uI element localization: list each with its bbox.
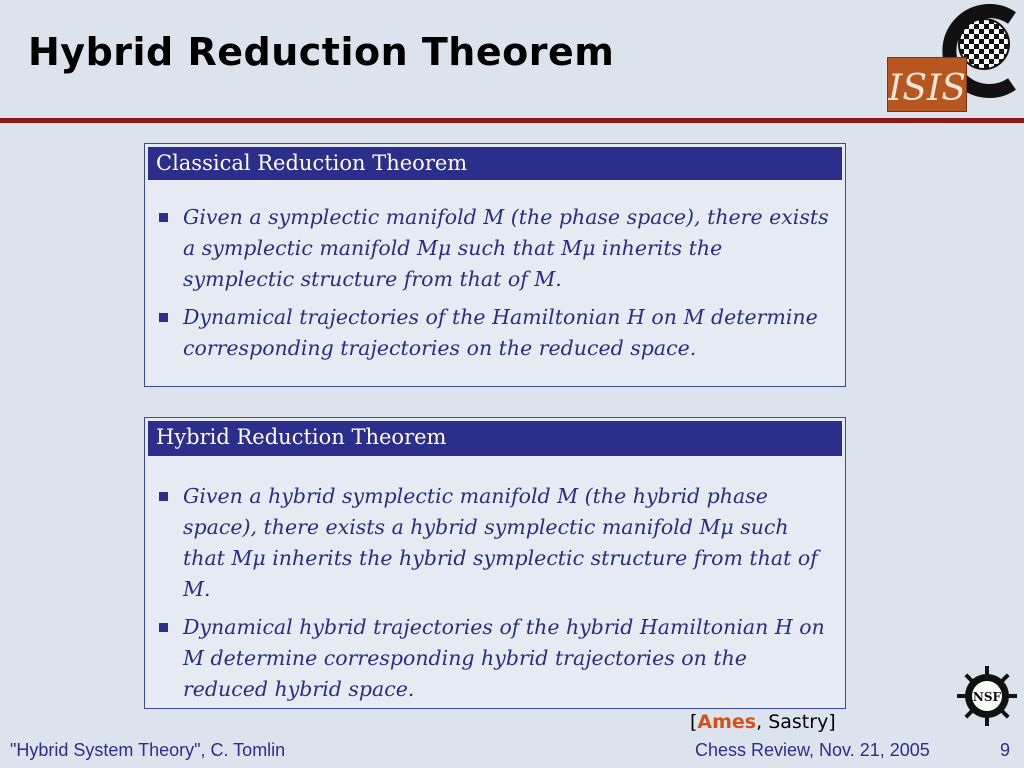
- hybrid-theorem-heading: Hybrid Reduction Theorem: [148, 421, 842, 456]
- bullet-icon: [159, 313, 168, 322]
- list-item: Given a symplectic manifold M (the phase space), there exists a symplectic manifold Mμ such that Mμ inherits the symplectic structure from that of M.: [183, 202, 837, 295]
- bullet-icon: [159, 492, 168, 501]
- citation: [Ames, Sastry]: [690, 711, 836, 733]
- list-item: Dynamical hybrid trajectories of the hybrid Hamiltonian H on M determine corresponding hybrid trajectories on the reduced hybrid space.: [183, 612, 837, 705]
- citation-highlight: Ames: [697, 711, 757, 733]
- bullet-icon: [159, 623, 168, 632]
- footer-center: Chess Review, Nov. 21, 2005: [695, 740, 930, 760]
- classical-theorem-heading: Classical Reduction Theorem: [148, 147, 842, 180]
- slide-title: Hybrid Reduction Theorem: [28, 30, 615, 74]
- classical-theorem-box: [144, 143, 846, 387]
- list-item: Given a hybrid symplectic manifold M (the hybrid phase space), there exists a hybrid symplectic manifold Mμ such that Mμ inherits the hybrid symplectic structure from that of M.: [183, 481, 837, 605]
- page-number: 9: [1000, 740, 1011, 760]
- hybrid-theorem-box: [144, 417, 846, 709]
- isis-logo-text: ISIS: [888, 68, 966, 109]
- isis-logo: [887, 57, 967, 112]
- list-item: Dynamical trajectories of the Hamiltonian H on M determine corresponding trajectories on the reduced space.: [183, 302, 837, 364]
- nsf-logo-text: NSF: [972, 690, 1002, 704]
- footer-left: "Hybrid System Theory", C. Tomlin: [10, 740, 286, 760]
- nsf-logo-icon: [955, 664, 1019, 728]
- isis-logo-icon: [888, 58, 966, 111]
- title-divider: [0, 118, 1024, 123]
- bullet-icon: [159, 213, 168, 222]
